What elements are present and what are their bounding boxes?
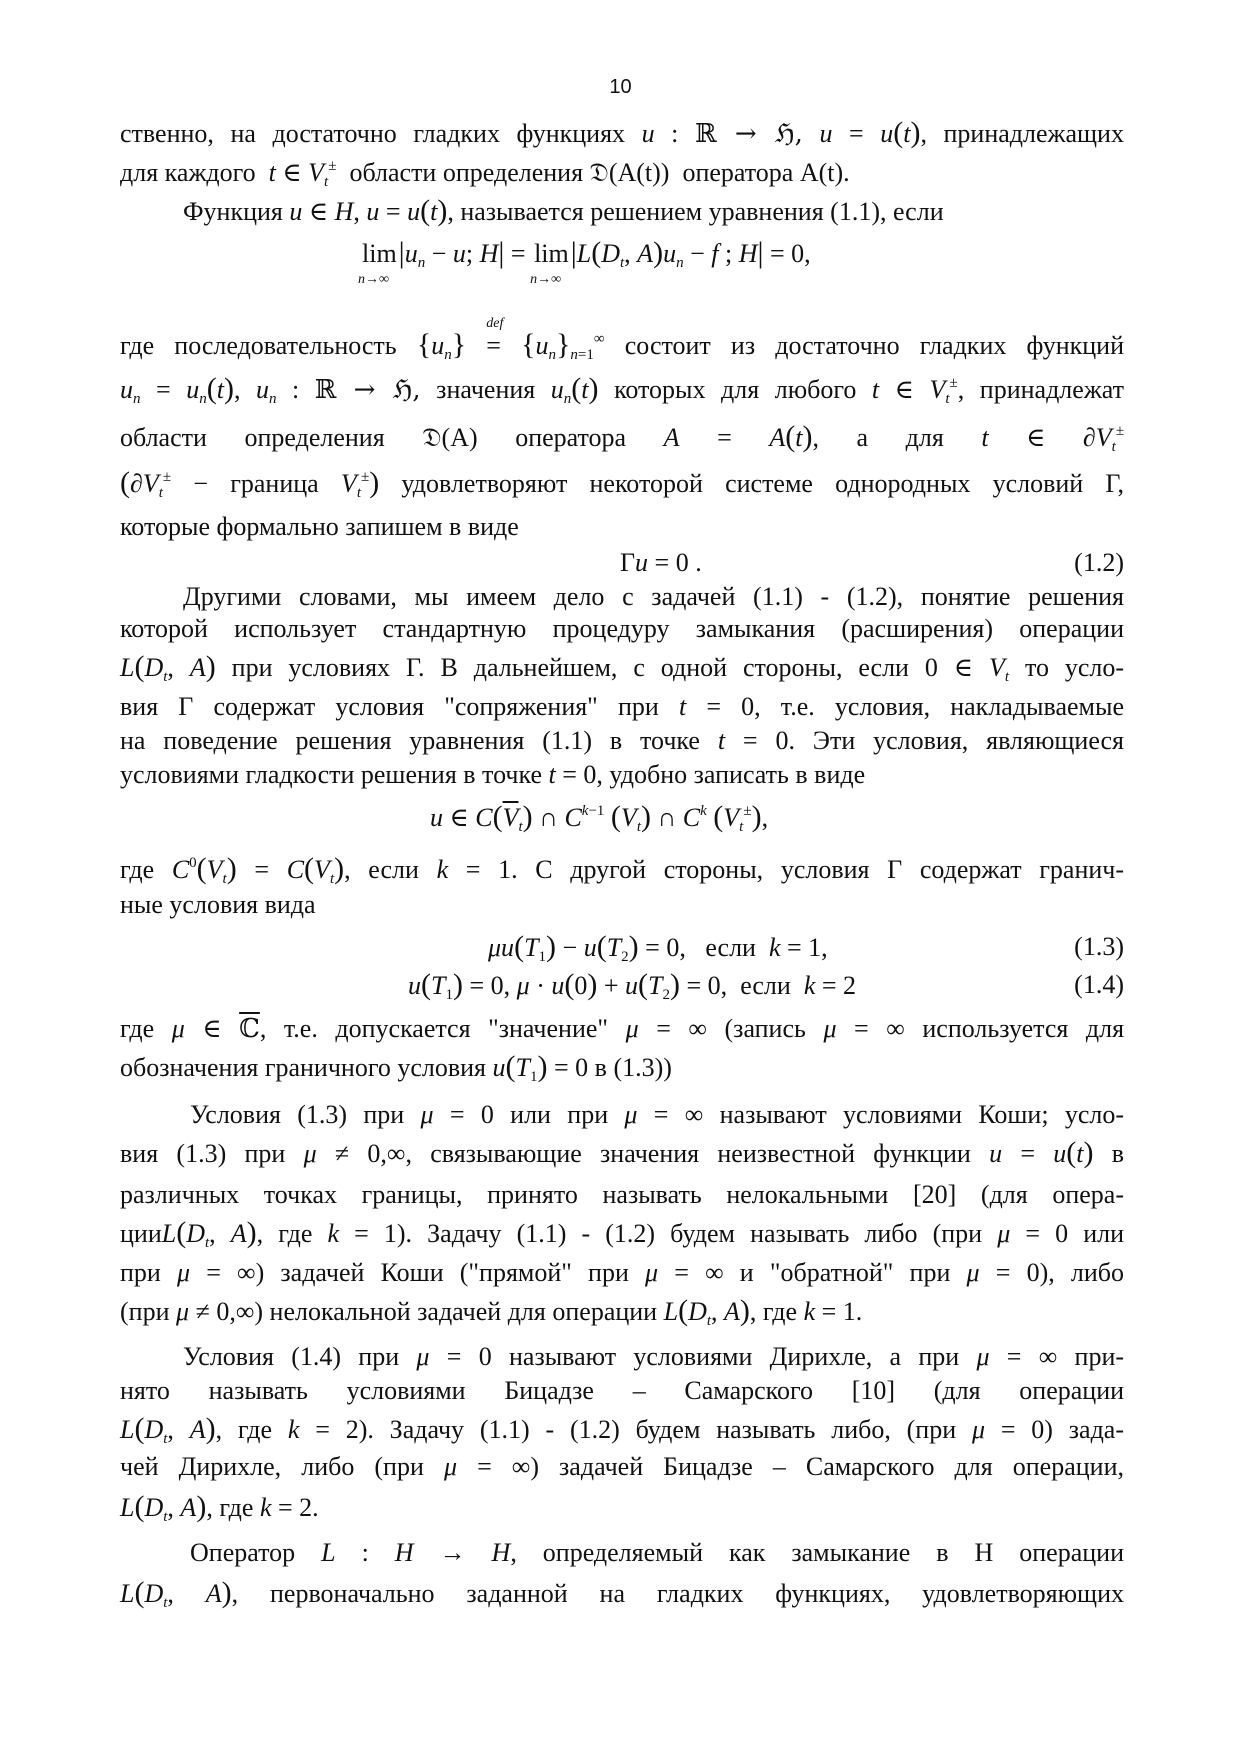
text-line [120, 1294, 1124, 1329]
formula: μ = ∞ [625, 1014, 707, 1043]
line-text: определения [244, 423, 385, 452]
text-line [120, 1136, 1124, 1171]
line-text: , удобно записать в виде [596, 760, 866, 789]
equation: lim n→∞ $|u_n - u$; H| = lim n→∞ $|L(D_t$, $A)u_n - f$ ; H| = 0, [358, 236, 811, 287]
formula: $L(D_t$, A) [120, 650, 216, 685]
line-text: в (1.3)) [594, 1053, 672, 1082]
formula: μ ∈ ℂ [171, 1014, 260, 1044]
line-text: Условия (1.3) при [190, 1100, 405, 1129]
line-text: . Эти условия, являющиеся [788, 726, 1125, 755]
text-line [120, 852, 1124, 887]
formula: μ ≠ 0,∞ [303, 1139, 406, 1168]
formula: μ = ∞ [177, 1258, 256, 1287]
line-text: ) зада- [1044, 1415, 1124, 1444]
text-line [120, 1374, 1124, 1408]
formula: $\{u_n\}$ = def $\{u_n\}_{n=1}^\infty$ [416, 316, 605, 363]
text-line [120, 466, 1124, 501]
formula: k = 2. [259, 1493, 319, 1522]
formula: $L(D_t$, A) [663, 1294, 750, 1329]
line-text: ) задачей Коши ("прямой" при [255, 1258, 629, 1287]
formula: u [641, 119, 655, 148]
line-text: чей Дирихле, либо (при [120, 1452, 424, 1481]
line-text: , принадлежат [957, 375, 1125, 404]
line-text: оператора [515, 423, 627, 452]
line-text: Условия (1.4) при [183, 1342, 400, 1371]
equation [430, 800, 830, 835]
formula: ($\partial V_t^\pm$ − [120, 466, 209, 501]
formula: $V_t^\pm$) [340, 466, 380, 501]
text-line [120, 420, 1124, 455]
formula: A(t). [799, 158, 850, 187]
formula: lim n→∞ [530, 239, 569, 287]
line-text: оператора [682, 158, 794, 187]
equation-number: (1.3) [1074, 932, 1124, 961]
line-text: или [1083, 1219, 1125, 1248]
text-line [190, 1536, 1124, 1570]
text-line [190, 1098, 1124, 1132]
formula: $u(T_1) = 0$ [492, 1050, 589, 1085]
line-text: – [632, 1376, 646, 1405]
formula: μ = 0 [966, 1258, 1040, 1287]
line-text: , называется решением уравнения (1.1), если [447, 197, 944, 226]
line-text: используется для [922, 1014, 1125, 1043]
formula: t = 0 [678, 692, 755, 721]
line-text: нято [120, 1376, 170, 1405]
line-text: если [705, 933, 756, 962]
formula: $u_n(t)$ [550, 372, 599, 407]
line-text: области [120, 423, 207, 452]
line-text: , первоначально заданной на гладких функциях, удовлетворяющих [231, 1579, 1124, 1608]
line-text: , т.е. допускается "значение" [259, 1014, 609, 1043]
formula: Гu = 0 . [620, 548, 702, 577]
text-line [183, 1340, 1124, 1374]
formula: t ∈ $\partial V_t^\pm$ [981, 423, 1125, 455]
text-line [120, 116, 1124, 151]
line-text: , где [206, 1493, 254, 1522]
formula: μ = 0 [997, 1219, 1069, 1248]
line-text: (для [933, 1376, 981, 1405]
line-text: Бицадзе [504, 1376, 594, 1405]
line-text: ) нелокальной задачей для операции [254, 1297, 658, 1326]
text-line [120, 650, 1124, 685]
line-text: , т.е. условия, накладываемые [754, 692, 1125, 721]
line-text: , принадлежащих [920, 119, 1124, 148]
formula: μ = ∞ [645, 1258, 724, 1287]
text-line: которые формально запишем в виде [120, 512, 519, 541]
line-text: обозначения граничного условия [120, 1053, 487, 1082]
formula: t = 0 [717, 726, 789, 755]
line-text: , связывающие значения неизвестной функции [405, 1139, 971, 1168]
line-text: Функция [183, 197, 283, 226]
equation-number: (1.4) [1074, 970, 1124, 999]
formula: $L(D_t$, A) [120, 1576, 232, 1611]
text-line [120, 1412, 1124, 1447]
formula: $L(D_t$, A) [161, 1216, 257, 1251]
line-text: и "обратной" при [739, 1258, 951, 1287]
line-text: а [856, 423, 869, 452]
line-text: удовлетворяют некоторой системе однородных условий Г, [401, 469, 1125, 498]
line-text: или при [510, 1100, 609, 1129]
formula: A = A(t), [663, 420, 819, 453]
formula: μ = 0 [971, 1415, 1045, 1444]
formula: t = 0 [548, 760, 597, 789]
line-text: операции [1019, 1376, 1125, 1405]
line-text: значения [436, 375, 536, 404]
line-text: (при [120, 1297, 170, 1326]
line-text: , определяемый как замыкание в Н операции [510, 1538, 1124, 1567]
line-text: состоит из достаточно гладких функций [624, 331, 1124, 360]
line-text: ственно, на достаточно гладких функциях [120, 119, 626, 148]
text-line: различных точках границы, принято называть нелокальными [20] (для опера- [120, 1180, 1124, 1209]
text-line [120, 372, 1124, 407]
line-text: на поведение решения уравнения (1.1) в точке [120, 726, 700, 755]
formula: 𝔇(A(t)) [589, 158, 670, 188]
line-text: ), либо [1039, 1258, 1125, 1287]
formula: k = 1. [803, 1297, 863, 1326]
line-text: условиями гладкости решения в точке [120, 760, 543, 789]
formula: $L(D_t$, A) [120, 1412, 216, 1447]
line-text: , где [215, 1415, 273, 1444]
text-line [120, 1256, 1124, 1290]
formula: μ ≠ 0,∞ [176, 1297, 255, 1326]
formula: u ∈ H, u = u(t) [289, 194, 448, 227]
formula: μ = ∞ [976, 1342, 1058, 1371]
line-text: ции [120, 1219, 162, 1248]
line-text: , если [344, 855, 419, 884]
line-text: граница [230, 469, 319, 498]
formula: $L(D_t$, A) [120, 1490, 207, 1525]
text-line [120, 316, 1124, 363]
formula: μ = ∞ [823, 1014, 905, 1043]
line-text: условиями [346, 1376, 466, 1405]
line-text: Оператор [190, 1538, 296, 1567]
page-number: 10 [609, 76, 632, 98]
formula: t ∈ $V_t^\pm$ [871, 375, 958, 407]
line-text: где последовательность [120, 331, 397, 360]
formula: t [268, 158, 276, 187]
line-text: называть [208, 1376, 308, 1405]
formula: μ = 0 [416, 1342, 492, 1371]
equation-number: (1.2) [1074, 548, 1124, 577]
line-text: то усло- [1024, 653, 1125, 682]
line-text: , где [749, 1297, 798, 1326]
formula: μ = 0 [420, 1100, 494, 1129]
text-line [120, 1490, 1124, 1525]
formula: u = u(t) [989, 1136, 1094, 1169]
line-text: для каждого [120, 158, 256, 187]
line-text: если [740, 971, 791, 1000]
text-line: для каждого t ∈ $V_t^\pm$ области определения 𝔇(A(t)) оператора A(t). [120, 158, 850, 190]
line-text: ). Задачу (1.1) - (1.2) будем называть либо, (при [358, 1415, 957, 1444]
text-line [120, 1012, 1124, 1046]
line-text: вия (1.3) при [120, 1139, 286, 1168]
text-line [120, 1576, 1124, 1611]
line-text: [10] [851, 1376, 896, 1405]
line-text: где [120, 855, 155, 884]
line-text: для [905, 423, 944, 452]
line-text: (запись [724, 1014, 806, 1043]
text-line: которой использует стандартную процедуру замыкания (расширения) операции [120, 614, 1124, 643]
text-line [120, 1050, 1124, 1085]
line-text: которых для любого [614, 375, 857, 404]
formula: : ℝ → ℌ, u = u(t) [654, 116, 921, 149]
formula: 𝔇(A) [422, 423, 478, 453]
line-text: называют условиями Дирихле, а при [508, 1342, 960, 1371]
text-line [183, 194, 1187, 229]
line-text: ). Задачу (1.1) - (1.2) будем называть либо (при [396, 1219, 983, 1248]
formula: L : H → H [321, 1538, 511, 1567]
formula: u ∈ $C(\overline{V}_t)$ ∩ $C^{k-1}$ $(V_t)$ ∩ $C^k$ $(V_t^\pm)$, [430, 800, 769, 835]
formula: k = 1 [436, 855, 512, 884]
text-line [120, 690, 1124, 724]
formula: k = 1 [327, 1219, 397, 1248]
text-line: ные условия вида [120, 890, 316, 919]
formula: $u(T_1) = 0$, $\mu \cdot u(0) + u(T_2) = 0$, если k = 2 [408, 968, 857, 1003]
line-text: , где [256, 1219, 313, 1248]
formula: $\mu u(T_1) - u(T_2) = 0$, если k = 1, [488, 930, 828, 965]
line-text: Самарского [684, 1376, 813, 1405]
text-line: Другими словами, мы имеем дело с задачей (1.1) - (1.2), понятие решения [183, 582, 1124, 611]
formula: k = 2 [287, 1415, 359, 1444]
line-text: при условиях Г. В дальнейшем, с одной стороны, если [231, 653, 909, 682]
line-text: вия Г содержат условия "сопряжения" при [120, 692, 659, 721]
line-text: в [1111, 1139, 1125, 1168]
line-text: где [120, 1014, 155, 1043]
formula: $C^0(V_t) = C(V_t)$ [171, 852, 345, 887]
formula: μ = ∞ [443, 1452, 531, 1481]
line-text: . С другой стороны, условия Г содержат гранич- [511, 855, 1125, 884]
line-text: ) задачей Бицадзе – Самарского для операции, [530, 1452, 1125, 1481]
formula: lim n→∞ [358, 239, 397, 287]
formula: μ = ∞ [624, 1100, 704, 1129]
line-text: называют условиями Коши; усло- [719, 1100, 1125, 1129]
line-text: области определения [349, 158, 584, 187]
text-line [120, 724, 1124, 758]
formula: $u_n = u_n(t)$, $u_n$ : ℝ → ℌ, [120, 372, 421, 407]
text-line [120, 1216, 1124, 1251]
line-text: при- [1074, 1342, 1125, 1371]
text-line [120, 1450, 1124, 1484]
text-line [120, 758, 1124, 792]
line-text: при [120, 1258, 161, 1287]
formula: 0 ∈ $V_t$ [924, 653, 1010, 685]
